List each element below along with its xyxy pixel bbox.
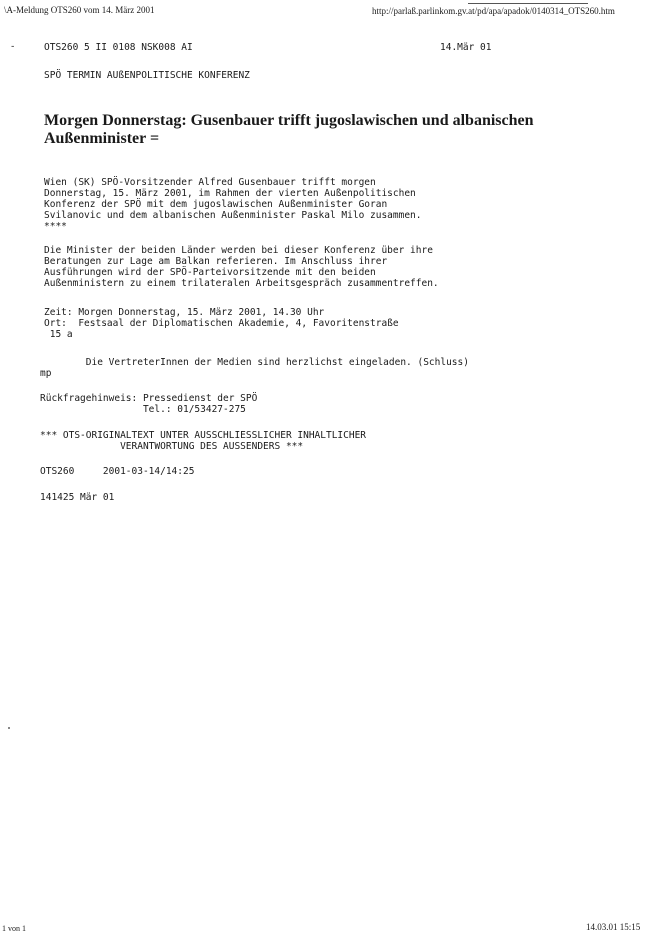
print-footer-page: 1 von 1 [2,924,26,933]
print-header-title: \A-Meldung OTS260 vom 14. März 2001 [4,5,155,15]
contact-block: Rückfragehinweis: Pressedienst der SPÖ Tel.: 01/53427-275 [40,393,258,415]
ots-disclaimer: *** OTS-ORIGINALTEXT UNTER AUSSCHLIESSLICHER INHALTLICHER VERANTWORTUNG DES AUSSENDERS *** [40,430,367,452]
scan-line [468,3,588,4]
ots-code: 141425 Mär 01 [40,492,115,503]
ots-meta-line: OTS260 5 II 0108 NSK008 AI [44,42,193,53]
body-paragraph-2: Die Minister der beiden Länder werden bei dieser Konferenz über ihre Beratungen zur Lage am Balkan referieren. Im Anschluss ihrer Ausführungen wird der SPÖ-Parteivorsitzende mit den beiden Außenministern zu einem trilateralen Arbeitsgespräch zusammentreffen. [44,245,439,289]
ots-category: SPÖ TERMIN AUßENPOLITISCHE KONFERENZ [44,70,250,81]
ots-date: 14.Mär 01 [440,42,492,53]
media-invitation: Die VertreterInnen der Medien sind herzlichst eingeladen. (Schluss) mp [40,357,469,379]
headline: Morgen Donnerstag: Gusenbauer trifft jugoslawischen und albanischen Außenminister = [44,112,534,147]
schedule-block: Zeit: Morgen Donnerstag, 15. März 2001, 14.30 Uhr Ort: Festsaal der Diplomatischen Akademie, 4, Favoritenstraße 15 a [44,307,399,340]
scan-dot [8,727,10,729]
ots-timestamp: OTS260 2001-03-14/14:25 [40,466,195,477]
body-paragraph-1: Wien (SK) SPÖ-Vorsitzender Alfred Gusenbauer trifft morgen Donnerstag, 15. März 2001, im Rahmen der vierten Außenpolitischen Konferenz der SPÖ mit dem jugoslawischen Außenminister Goran Svilanovic und dem albanischen Außenminister Paskal Milo zusammen. **** [44,177,422,232]
print-header-url: http://parlaß.parlinkom.gv.at/pd/apa/apadok/0140314_OTS260.htm [372,6,615,16]
margin-dash: - [10,42,16,52]
print-footer-datetime: 14.03.01 15:15 [586,922,641,932]
